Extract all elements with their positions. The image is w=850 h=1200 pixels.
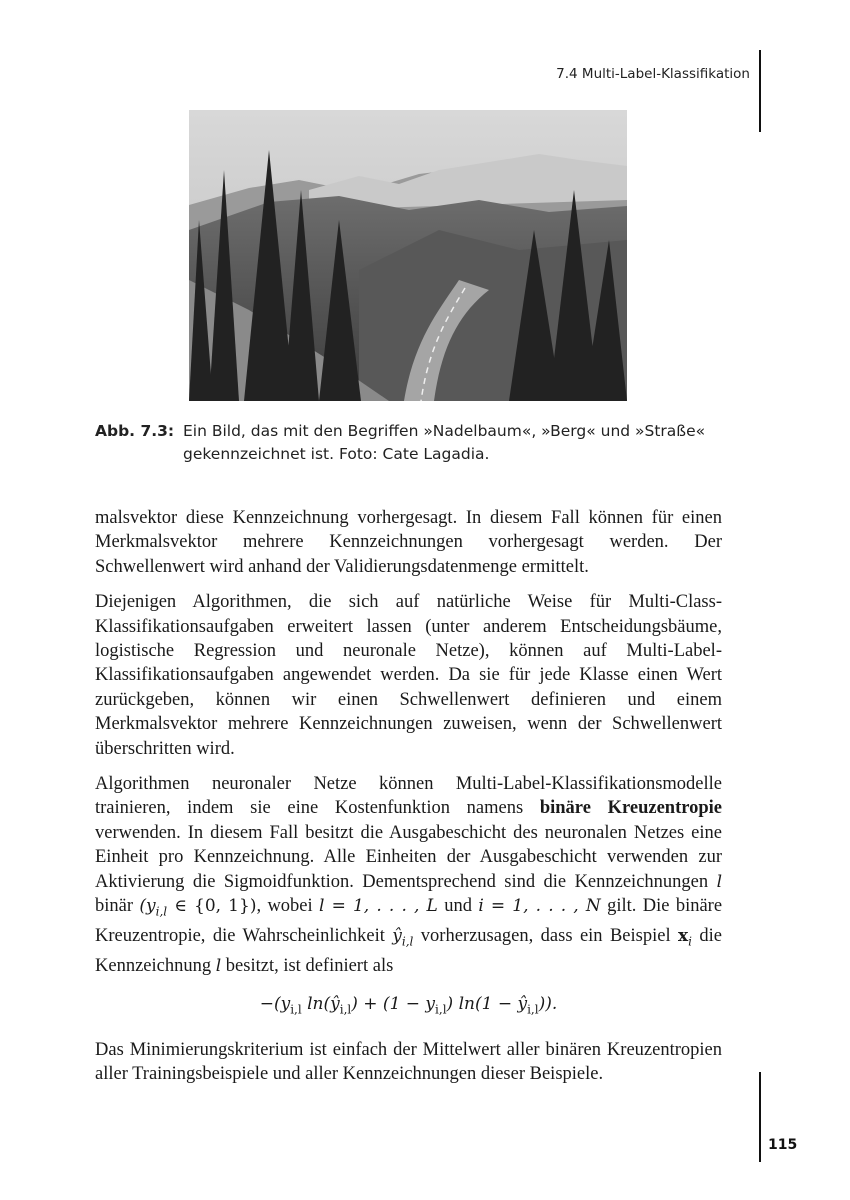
math-label-l-2: l <box>215 955 222 976</box>
paragraph-3 <box>95 772 722 978</box>
figure-label: Abb. 7.3: <box>95 422 175 440</box>
page-number: 115 <box>768 1137 798 1153</box>
paragraph-3-part-a: Algorithmen neuronaler Netze können Multi-Label-Klassifikationsmodelle trainieren, indem sie eine Kostenfunktion namens <box>95 774 722 819</box>
paragraph-1: malsvektor diese Kennzeichnung vorhergesagt. In diesem Fall können für einen Merkmalsvektor mehrere Kennzeichnungen vorhergesagt werden. Der Schwellenwert wird anhand der Validierungsdatenmenge ermittelt. <box>95 508 722 577</box>
math-y-hat: $ŷ_{i,l}$ <box>392 925 414 949</box>
paragraph-3-part-g: vorherzusagen, dass ein Beispiel <box>420 925 671 946</box>
paragraph-3-part-h: die Kennzeichnung <box>95 925 722 976</box>
math-range-i: i = 1, . . . , N <box>478 896 601 917</box>
margin-rule-bottom <box>759 1072 761 1162</box>
paragraph-3-part-i: besitzt, ist definiert als <box>225 955 394 976</box>
figure-caption <box>95 420 755 466</box>
body-text <box>95 506 722 1098</box>
term-binary-cross-entropy: binäre Kreuzentropie <box>539 798 722 819</box>
running-header: 7.4 Multi-Label-Klassifikation <box>556 66 750 82</box>
math-y-membership: ($y_{i,l}$ ∈ {0, 1}) <box>139 896 257 919</box>
paragraph-3-part-c: binär <box>95 896 134 917</box>
paragraph-3-part-b: verwenden. In diesem Fall besitzt die Ausgabeschicht des neuronalen Netzes eine Einheit pro Kennzeichnung. Alle Einheiten der Ausgabeschicht verwenden zur Aktivierung die Sigmoidfunktion. Dementsprechend sind die Kennzeichnungen <box>95 822 722 892</box>
paragraph-3-part-d: , wobei <box>256 896 313 917</box>
paragraph-3-part-f: gilt. Die binäre Kreuzentropie, die Wahrscheinlichkeit <box>95 896 723 946</box>
math-x-i: $x_i$ <box>678 925 692 949</box>
math-range-l: l = 1, . . . , L <box>319 896 438 917</box>
photo-mountain-landscape-icon <box>189 110 627 401</box>
figure-photo <box>189 110 627 401</box>
margin-rule-top <box>759 50 761 132</box>
paragraph-3-part-e: und <box>444 896 472 917</box>
paragraph-4: Das Minimierungskriterium ist einfach der Mittelwert aller binären Kreuzentropien aller Trainingsbeispiele und aller Kennzeichnungen dieser Beispiele. <box>95 1039 722 1085</box>
figure-caption-text: Ein Bild, das mit den Begriffen »Nadelbaum«, »Berg« und »Straße« gekennzeichnet ist. Foto: Cate Lagadia. <box>183 422 706 463</box>
paragraph-2: Diejenigen Algorithmen, die sich auf natürliche Weise für Multi-Class-Klassifikationsaufgaben erweitert lassen (unter anderem Entscheidungsbäume, logistische Regression und neuronale Netze), können auf Multi-Label-Klassifikationsaufgaben angewendet werden. Da sie für jede Klasse einen Wert zurückgeben, können wir einen Schwellenwert definieren und einem Merkmalsvektor mehrere Kennzeichnungen zuweisen, wenn der Schwellenwert überschritten wird. <box>95 592 722 759</box>
math-label-l: l <box>716 871 722 892</box>
formula-binary-cross-entropy: $-(y_{i,l}$ $\ln(ŷ_{i,l}) + (1 - y_{i,l}) \ln(1$ − $ŷ_{i,l}$)). <box>259 994 558 1017</box>
